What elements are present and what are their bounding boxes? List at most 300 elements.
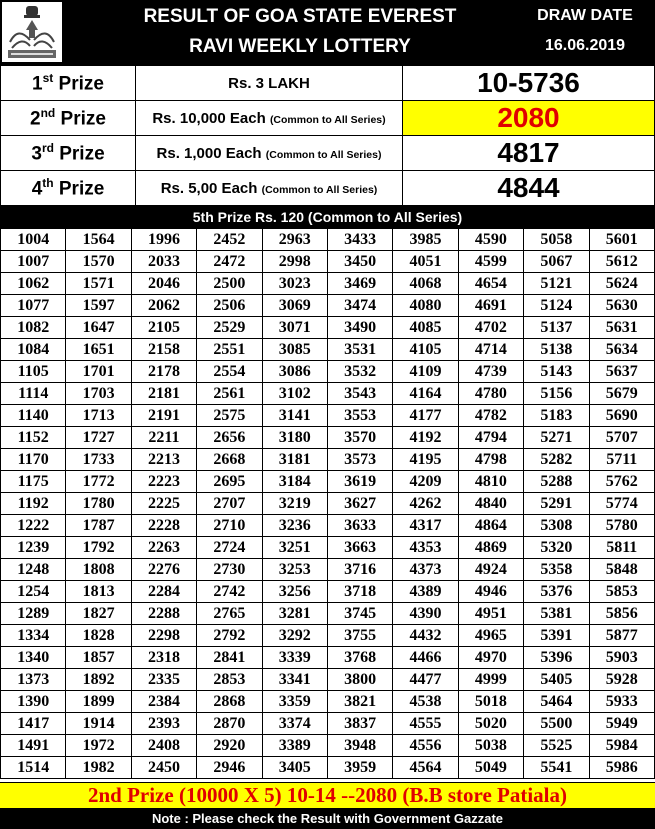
ticket-number: 1004	[1, 229, 66, 251]
ticket-number: 4109	[393, 361, 458, 383]
grid-row	[1, 647, 655, 669]
ticket-number: 1982	[66, 757, 131, 779]
ticket-number: 3341	[262, 669, 327, 691]
ticket-number: 2575	[197, 405, 262, 427]
ticket-number: 4389	[393, 581, 458, 603]
ticket-number: 1892	[66, 669, 131, 691]
ticket-number: 5928	[589, 669, 654, 691]
ticket-number: 1713	[66, 405, 131, 427]
draw-date-label: DRAW DATE	[537, 7, 633, 24]
ticket-number: 1077	[1, 295, 66, 317]
prize-note: (Common to All Series)	[269, 113, 386, 126]
ticket-number: 5143	[524, 361, 589, 383]
ticket-number: 2765	[197, 603, 262, 625]
ticket-number: 2668	[197, 449, 262, 471]
ticket-number: 5396	[524, 647, 589, 669]
ticket-number: 5156	[524, 383, 589, 405]
ticket-number: 1564	[66, 229, 131, 251]
ticket-number: 5774	[589, 493, 654, 515]
prize-label: 4th Prize	[1, 171, 136, 206]
draw-date-value: 16.06.2019	[544, 37, 626, 54]
ticket-number: 4538	[393, 691, 458, 713]
ticket-number: 1857	[66, 647, 131, 669]
ticket-number: 1373	[1, 669, 66, 691]
ticket-number: 5391	[524, 625, 589, 647]
grid-row	[1, 537, 655, 559]
ticket-number: 2724	[197, 537, 262, 559]
ticket-number: 1703	[66, 383, 131, 405]
ticket-number: 5631	[589, 317, 654, 339]
ticket-number: 5405	[524, 669, 589, 691]
ticket-number: 1175	[1, 471, 66, 493]
ticket-number: 2284	[131, 581, 196, 603]
grid-row	[1, 427, 655, 449]
ticket-number: 3755	[327, 625, 392, 647]
ticket-number: 5464	[524, 691, 589, 713]
ticket-number: 5630	[589, 295, 654, 317]
prize-number-highlighted: 2080	[403, 101, 655, 136]
ticket-number: 3405	[262, 757, 327, 779]
grid-row	[1, 251, 655, 273]
disclaimer-note: Note : Please check the Result with Government Gazzate	[0, 809, 655, 829]
ticket-number: 3219	[262, 493, 327, 515]
government-of-goa-emblem-icon	[2, 2, 62, 62]
ticket-number: 1792	[66, 537, 131, 559]
grid-row	[1, 625, 655, 647]
ticket-number: 5038	[458, 735, 523, 757]
ticket-number: 1192	[1, 493, 66, 515]
ticket-number: 5984	[589, 735, 654, 757]
ticket-number: 1727	[66, 427, 131, 449]
ticket-number: 5049	[458, 757, 523, 779]
grid-row	[1, 449, 655, 471]
ticket-number: 5308	[524, 515, 589, 537]
ticket-number: 2868	[197, 691, 262, 713]
ticket-number: 4390	[393, 603, 458, 625]
ticket-number: 4714	[458, 339, 523, 361]
ticket-number: 3663	[327, 537, 392, 559]
ticket-number: 2963	[262, 229, 327, 251]
ticket-number: 3181	[262, 449, 327, 471]
ticket-number: 2335	[131, 669, 196, 691]
ticket-number: 3627	[327, 493, 392, 515]
ticket-number: 3256	[262, 581, 327, 603]
ticket-number: 5541	[524, 757, 589, 779]
ticket-number: 1007	[1, 251, 66, 273]
ticket-number: 1651	[66, 339, 131, 361]
ticket-number: 5707	[589, 427, 654, 449]
ticket-number: 3745	[327, 603, 392, 625]
ticket-number: 1813	[66, 581, 131, 603]
ticket-number: 3071	[262, 317, 327, 339]
ticket-number: 4564	[393, 757, 458, 779]
ticket-number: 2506	[197, 295, 262, 317]
ticket-number: 1491	[1, 735, 66, 757]
grid-row	[1, 669, 655, 691]
ticket-number: 1114	[1, 383, 66, 405]
ticket-number: 4798	[458, 449, 523, 471]
prize-amount: Rs. 1,000 Each (Common to All Series)	[136, 136, 403, 171]
ticket-number: 1170	[1, 449, 66, 471]
ticket-number: 5848	[589, 559, 654, 581]
ticket-number: 4780	[458, 383, 523, 405]
ticket-number: 2529	[197, 317, 262, 339]
ticket-number: 3948	[327, 735, 392, 757]
ticket-number: 2298	[131, 625, 196, 647]
ticket-number: 1780	[66, 493, 131, 515]
ticket-number: 1787	[66, 515, 131, 537]
ticket-number: 4192	[393, 427, 458, 449]
ticket-number: 5376	[524, 581, 589, 603]
prize-amount: Rs. 3 LAKH	[136, 66, 403, 101]
ticket-number: 2288	[131, 603, 196, 625]
ticket-number: 3543	[327, 383, 392, 405]
ticket-number: 5018	[458, 691, 523, 713]
prize-number: 4817	[403, 136, 655, 171]
ticket-number: 1899	[66, 691, 131, 713]
ticket-number: 5500	[524, 713, 589, 735]
ticket-number: 5690	[589, 405, 654, 427]
ticket-number: 3069	[262, 295, 327, 317]
ticket-number: 2946	[197, 757, 262, 779]
ticket-number: 2211	[131, 427, 196, 449]
ticket-number: 2998	[262, 251, 327, 273]
ticket-number: 2656	[197, 427, 262, 449]
prize-row-2	[1, 101, 655, 136]
ticket-number: 4864	[458, 515, 523, 537]
ticket-number: 3532	[327, 361, 392, 383]
ticket-number: 4068	[393, 273, 458, 295]
ticket-number: 5601	[589, 229, 654, 251]
ticket-number: 3102	[262, 383, 327, 405]
ticket-number: 5058	[524, 229, 589, 251]
ticket-number: 3251	[262, 537, 327, 559]
ticket-number: 4466	[393, 647, 458, 669]
grid-row	[1, 713, 655, 735]
ticket-number: 2046	[131, 273, 196, 295]
ticket-number: 3633	[327, 515, 392, 537]
ticket-number: 4965	[458, 625, 523, 647]
ticket-number: 3023	[262, 273, 327, 295]
ticket-number: 4654	[458, 273, 523, 295]
ticket-number: 3570	[327, 427, 392, 449]
grid-row	[1, 735, 655, 757]
ticket-number: 2178	[131, 361, 196, 383]
grid-row	[1, 339, 655, 361]
prize-note: (Common to All Series)	[265, 148, 382, 161]
ticket-number: 4051	[393, 251, 458, 273]
ticket-number: 1390	[1, 691, 66, 713]
ticket-number: 5271	[524, 427, 589, 449]
ticket-number: 5780	[589, 515, 654, 537]
ticket-number: 4209	[393, 471, 458, 493]
ticket-number: 5121	[524, 273, 589, 295]
ticket-number: 1062	[1, 273, 66, 295]
ticket-number: 3985	[393, 229, 458, 251]
ticket-number: 4353	[393, 537, 458, 559]
ticket-number: 5624	[589, 273, 654, 295]
ticket-number: 2223	[131, 471, 196, 493]
ticket-number: 4556	[393, 735, 458, 757]
ticket-number: 2452	[197, 229, 262, 251]
ticket-number: 3086	[262, 361, 327, 383]
ticket-number: 3959	[327, 757, 392, 779]
ticket-number: 1254	[1, 581, 66, 603]
ticket-number: 3490	[327, 317, 392, 339]
header-bar	[0, 0, 655, 65]
ticket-number: 1914	[66, 713, 131, 735]
header-title-line2: RAVI WEEKLY LOTTERY	[189, 36, 411, 57]
ticket-number: 4739	[458, 361, 523, 383]
ticket-number: 4080	[393, 295, 458, 317]
ticket-number: 3236	[262, 515, 327, 537]
ticket-number: 3180	[262, 427, 327, 449]
ticket-number: 2318	[131, 647, 196, 669]
ticket-number: 1647	[66, 317, 131, 339]
ticket-number: 4782	[458, 405, 523, 427]
ticket-number: 5811	[589, 537, 654, 559]
prize-amount: Rs. 5,00 Each (Common to All Series)	[136, 171, 403, 206]
ticket-number: 3433	[327, 229, 392, 251]
ticket-number: 2408	[131, 735, 196, 757]
ticket-number: 2158	[131, 339, 196, 361]
ticket-number: 2792	[197, 625, 262, 647]
ticket-number: 1082	[1, 317, 66, 339]
ticket-number: 2228	[131, 515, 196, 537]
ticket-number: 1996	[131, 229, 196, 251]
ticket-number: 2920	[197, 735, 262, 757]
ticket-number: 2561	[197, 383, 262, 405]
ticket-number: 3573	[327, 449, 392, 471]
ticket-number: 5903	[589, 647, 654, 669]
ticket-number: 3619	[327, 471, 392, 493]
ticket-number: 4970	[458, 647, 523, 669]
ticket-number: 4590	[458, 229, 523, 251]
ticket-number: 1597	[66, 295, 131, 317]
ticket-number: 3474	[327, 295, 392, 317]
grid-row	[1, 229, 655, 251]
ticket-number: 5877	[589, 625, 654, 647]
ticket-number: 5986	[589, 757, 654, 779]
ticket-number: 2853	[197, 669, 262, 691]
ticket-number: 2276	[131, 559, 196, 581]
ticket-number: 4432	[393, 625, 458, 647]
ticket-number: 4810	[458, 471, 523, 493]
ticket-number: 4924	[458, 559, 523, 581]
ticket-number: 1105	[1, 361, 66, 383]
ticket-number: 2263	[131, 537, 196, 559]
ticket-number: 2191	[131, 405, 196, 427]
ticket-number: 2870	[197, 713, 262, 735]
ticket-number: 3768	[327, 647, 392, 669]
ticket-number: 1289	[1, 603, 66, 625]
ticket-number: 2500	[197, 273, 262, 295]
ticket-number: 1140	[1, 405, 66, 427]
ticket-number: 1084	[1, 339, 66, 361]
ticket-number: 1514	[1, 757, 66, 779]
ticket-number: 4177	[393, 405, 458, 427]
ticket-number: 1340	[1, 647, 66, 669]
ticket-number: 4999	[458, 669, 523, 691]
ticket-number: 4164	[393, 383, 458, 405]
ticket-number: 2062	[131, 295, 196, 317]
ticket-number: 2033	[131, 251, 196, 273]
ticket-number: 5020	[458, 713, 523, 735]
ticket-number: 2695	[197, 471, 262, 493]
prize-label: 3rd Prize	[1, 136, 136, 171]
ticket-number: 2551	[197, 339, 262, 361]
ticket-number: 4317	[393, 515, 458, 537]
ticket-number: 2841	[197, 647, 262, 669]
ticket-number: 4085	[393, 317, 458, 339]
ticket-number: 2472	[197, 251, 262, 273]
ticket-number: 5637	[589, 361, 654, 383]
ticket-number: 2105	[131, 317, 196, 339]
grid-row	[1, 757, 655, 779]
ticket-number: 5183	[524, 405, 589, 427]
ticket-number: 4373	[393, 559, 458, 581]
ticket-number: 5291	[524, 493, 589, 515]
prize-amount: Rs. 10,000 Each (Common to All Series)	[136, 101, 403, 136]
grid-row	[1, 273, 655, 295]
ticket-number: 5138	[524, 339, 589, 361]
ticket-number: 2384	[131, 691, 196, 713]
ticket-number: 5282	[524, 449, 589, 471]
ticket-number: 1152	[1, 427, 66, 449]
ticket-number: 2707	[197, 493, 262, 515]
ticket-number: 1571	[66, 273, 131, 295]
grid-row	[1, 603, 655, 625]
ticket-number: 3374	[262, 713, 327, 735]
ticket-number: 3469	[327, 273, 392, 295]
ticket-number: 1334	[1, 625, 66, 647]
ticket-number: 3837	[327, 713, 392, 735]
grid-row	[1, 559, 655, 581]
ticket-number: 2450	[131, 757, 196, 779]
prize-row-3	[1, 136, 655, 171]
ticket-number: 2710	[197, 515, 262, 537]
ticket-number: 5124	[524, 295, 589, 317]
ticket-number: 4477	[393, 669, 458, 691]
grid-row	[1, 405, 655, 427]
grid-row	[1, 295, 655, 317]
ticket-number: 1239	[1, 537, 66, 559]
grid-row	[1, 383, 655, 405]
ticket-number: 1828	[66, 625, 131, 647]
grid-row	[1, 361, 655, 383]
ticket-number: 3359	[262, 691, 327, 713]
grid-row	[1, 691, 655, 713]
ticket-number: 5933	[589, 691, 654, 713]
ticket-number: 1733	[66, 449, 131, 471]
ticket-number: 3716	[327, 559, 392, 581]
grid-row	[1, 515, 655, 537]
ticket-number: 4794	[458, 427, 523, 449]
ticket-number: 3531	[327, 339, 392, 361]
ticket-number: 2181	[131, 383, 196, 405]
ticket-number: 1827	[66, 603, 131, 625]
ticket-number: 4946	[458, 581, 523, 603]
prize-row-1	[1, 66, 655, 101]
ticket-number: 5853	[589, 581, 654, 603]
ticket-number: 5525	[524, 735, 589, 757]
prize-row-4	[1, 171, 655, 206]
ticket-number: 3821	[327, 691, 392, 713]
ticket-number: 5762	[589, 471, 654, 493]
ticket-number: 3718	[327, 581, 392, 603]
prize-label: 2nd Prize	[1, 101, 136, 136]
ticket-number: 5612	[589, 251, 654, 273]
grid-row	[1, 317, 655, 339]
fifth-prize-heading: 5th Prize Rs. 120 (Common to All Series)	[0, 206, 655, 228]
ticket-number: 1808	[66, 559, 131, 581]
ticket-number: 3800	[327, 669, 392, 691]
header-title-line1: RESULT OF GOA STATE EVEREST	[143, 6, 457, 27]
ticket-number: 3292	[262, 625, 327, 647]
ticket-number: 1972	[66, 735, 131, 757]
ticket-number: 4195	[393, 449, 458, 471]
ticket-number: 3389	[262, 735, 327, 757]
ticket-number: 1701	[66, 361, 131, 383]
ticket-number: 3184	[262, 471, 327, 493]
ticket-number: 4691	[458, 295, 523, 317]
prize-label: 1st Prize	[1, 66, 136, 101]
grid-row	[1, 493, 655, 515]
ticket-number: 1248	[1, 559, 66, 581]
ticket-number: 3085	[262, 339, 327, 361]
grid-row	[1, 581, 655, 603]
ticket-number: 3281	[262, 603, 327, 625]
ticket-number: 1570	[66, 251, 131, 273]
ticket-number: 5949	[589, 713, 654, 735]
ticket-number: 4869	[458, 537, 523, 559]
ticket-number: 5381	[524, 603, 589, 625]
ticket-number: 2554	[197, 361, 262, 383]
ticket-number: 3141	[262, 405, 327, 427]
grid-row	[1, 471, 655, 493]
ticket-number: 2225	[131, 493, 196, 515]
prize-number: 4844	[403, 171, 655, 206]
prize-number: 10-5736	[403, 66, 655, 101]
ticket-number: 5358	[524, 559, 589, 581]
ticket-number: 3450	[327, 251, 392, 273]
ticket-number: 3253	[262, 559, 327, 581]
prize-note: (Common to All Series)	[261, 183, 378, 196]
fifth-prize-grid	[0, 228, 655, 779]
ticket-number: 5856	[589, 603, 654, 625]
ticket-number: 5634	[589, 339, 654, 361]
ticket-number: 1417	[1, 713, 66, 735]
second-prize-footer-note: 2nd Prize (10000 X 5) 10-14 --2080 (B.B store Patiala)	[0, 782, 655, 809]
ticket-number: 5679	[589, 383, 654, 405]
ticket-number: 5288	[524, 471, 589, 493]
ticket-number: 4599	[458, 251, 523, 273]
ticket-number: 4105	[393, 339, 458, 361]
ticket-number: 5320	[524, 537, 589, 559]
prize-table	[0, 65, 655, 206]
ticket-number: 2730	[197, 559, 262, 581]
ticket-number: 2393	[131, 713, 196, 735]
ticket-number: 2213	[131, 449, 196, 471]
ticket-number: 3553	[327, 405, 392, 427]
ticket-number: 1772	[66, 471, 131, 493]
ticket-number: 4840	[458, 493, 523, 515]
ticket-number: 2742	[197, 581, 262, 603]
ticket-number: 4702	[458, 317, 523, 339]
ticket-number: 5137	[524, 317, 589, 339]
ticket-number: 5067	[524, 251, 589, 273]
ticket-number: 5711	[589, 449, 654, 471]
